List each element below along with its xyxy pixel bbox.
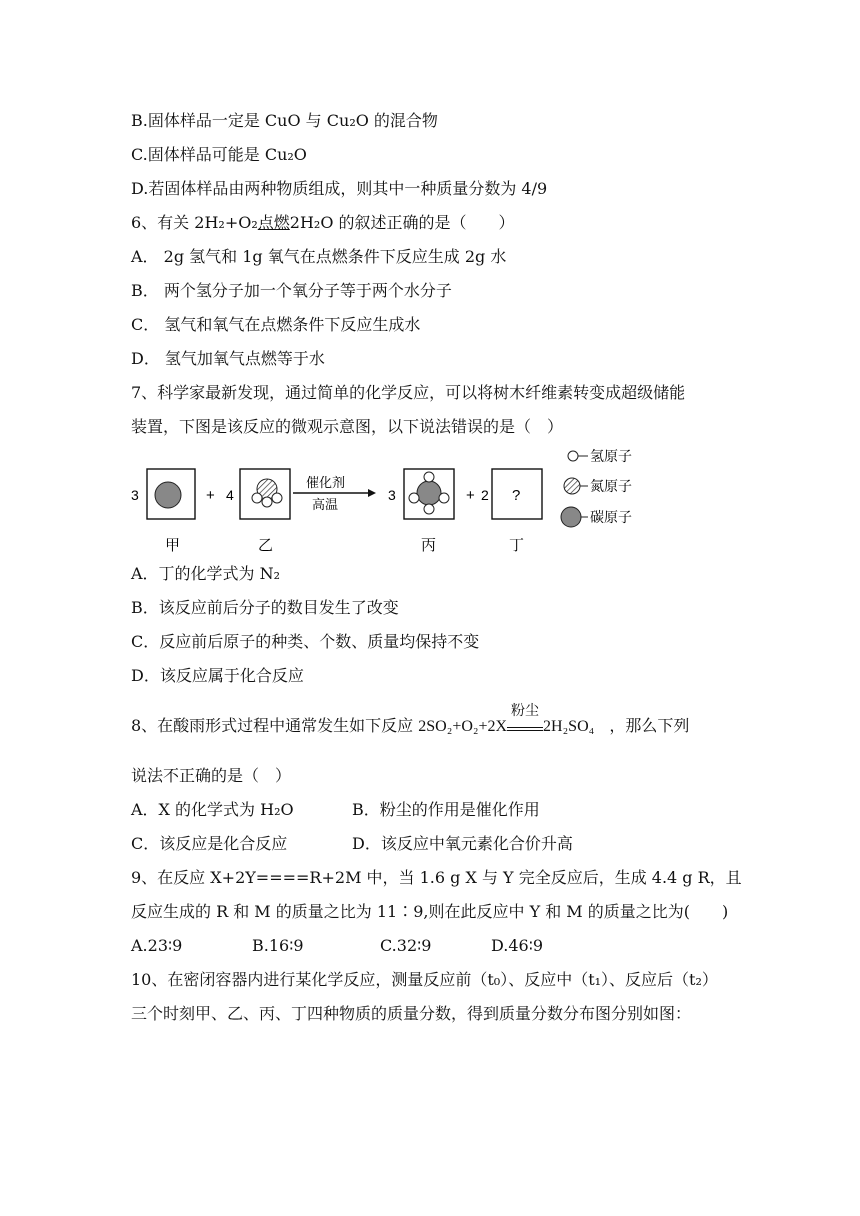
q6-option-c: C． 氢气和氧气在点燃条件下反应生成水 bbox=[131, 315, 421, 334]
q6-stem-condition: 点燃 bbox=[257, 213, 290, 232]
q8-equation bbox=[418, 704, 595, 737]
q8-eq-sign bbox=[507, 704, 543, 731]
q9-stem-line2: 反应生成的 R 和 M 的质量之比为 11∶9,则在此反应中 Y 和 M 的质量之比为( ) bbox=[131, 902, 729, 921]
label-ding: 丁 bbox=[509, 537, 525, 554]
q5-option-c: C.固体样品可能是 Cu₂O bbox=[131, 145, 307, 164]
q7-option-b: B．该反应前后分子的数目发生了改变 bbox=[131, 598, 399, 617]
legend-carbon-icon bbox=[561, 507, 581, 527]
q7-stem-line1: 7、科学家最新发现，通过简单的化学反应，可以将树木纤维素转变成超级储能 bbox=[131, 383, 686, 402]
q5-option-d: D.若固体样品由两种物质组成，则其中一种质量分数为 4/9 bbox=[131, 179, 548, 198]
q8-option-a: A．X 的化学式为 H₂O bbox=[131, 800, 294, 819]
carbon-atom bbox=[417, 481, 441, 505]
q9-option-d: D.46∶9 bbox=[491, 936, 544, 955]
q8-stem-post: ，那么下列 bbox=[609, 716, 690, 735]
hydrogen-atom bbox=[424, 504, 434, 514]
q7-reaction-diagram bbox=[120, 440, 660, 558]
coef-jia: 3 bbox=[131, 487, 139, 503]
q8-option-b: B．粉尘的作用是催化作用 bbox=[352, 800, 540, 819]
arrow-condition-top: 催化剂 bbox=[306, 475, 346, 490]
reaction-arrow-head bbox=[368, 489, 376, 497]
q8-stem-line2: 说法不正确的是（ ） bbox=[131, 766, 292, 785]
q8-eq-right: 2H₂SO₄ bbox=[543, 718, 595, 735]
q6-stem-pre: 6、有关 2H₂+O₂ bbox=[131, 213, 258, 232]
legend-nitrogen-label: 氮原子 bbox=[590, 478, 632, 494]
hydrogen-atom bbox=[424, 472, 434, 482]
hydrogen-atom bbox=[409, 493, 419, 503]
unknown-mark: ? bbox=[512, 487, 521, 504]
q9-option-a: A.23∶9 bbox=[131, 936, 183, 955]
legend-carbon-label: 碳原子 bbox=[590, 509, 632, 525]
q7-stem-line2: 装置，下图是该反应的微观示意图，以下说法错误的是（ ） bbox=[131, 417, 564, 436]
q6-stem-post: 2H₂O 的叙述正确的是（ ） bbox=[289, 213, 515, 232]
q6-option-b: B． 两个氢分子加一个氧分子等于两个水分子 bbox=[131, 281, 452, 300]
legend-nitrogen-icon bbox=[564, 478, 580, 494]
plus-1: + bbox=[206, 487, 215, 504]
q7-option-a: A．丁的化学式为 N₂ bbox=[131, 564, 281, 583]
carbon-atom bbox=[155, 482, 181, 508]
q8-eq-left: 2SO₂+O₂+2X bbox=[418, 718, 508, 735]
plus-2: + bbox=[466, 487, 475, 504]
hydrogen-atom bbox=[439, 493, 449, 503]
q7-option-c: C．反应前后原子的种类、个数、质量均保持不变 bbox=[131, 632, 480, 651]
q6-option-a: A． 2g 氢气和 1g 氧气在点燃条件下反应生成 2g 水 bbox=[131, 247, 507, 266]
hydrogen-atom bbox=[252, 493, 262, 503]
q5-option-b: B.固体样品一定是 CuO 与 Cu₂O 的混合物 bbox=[131, 111, 438, 130]
legend-hydrogen-icon bbox=[568, 451, 578, 461]
hydrogen-atom bbox=[272, 493, 282, 503]
arrow-condition-bottom: 高温 bbox=[312, 497, 339, 512]
q10-stem-line2: 三个时刻甲、乙、丙、丁四种物质的质量分数，得到质量分数分布图分别如图： bbox=[131, 1004, 692, 1023]
label-yi: 乙 bbox=[258, 537, 274, 554]
q9-option-b: B.16∶9 bbox=[252, 936, 304, 955]
q10-stem-line1: 10、在密闭容器内进行某化学反应，测量反应前（t₀）、反应中（t₁）、反应后（t₂） bbox=[131, 970, 718, 989]
coef-bing: 3 bbox=[388, 487, 396, 503]
q6-option-d: D． 氢气加氧气点燃等于水 bbox=[131, 349, 325, 368]
q8-option-d: D．该反应中氧元素化合价升高 bbox=[352, 834, 573, 853]
q8-stem-pre: 8、在酸雨形式过程中通常发生如下反应 bbox=[131, 716, 414, 735]
q8-option-c: C．该反应是化合反应 bbox=[131, 834, 288, 853]
q7-option-d: D．该反应属于化合反应 bbox=[131, 666, 304, 685]
q9-stem-line1: 9、在反应 X+2Y====R+2M 中，当 1.6 g X 与 Y 完全反应后，生成 4.4 g R，且 bbox=[131, 868, 742, 887]
coef-yi: 4 bbox=[226, 487, 234, 503]
q8-stem-line1 bbox=[131, 704, 690, 737]
q6-stem bbox=[131, 213, 515, 233]
label-jia: 甲 bbox=[165, 537, 181, 554]
q8-eq-condition: 粉尘 bbox=[511, 704, 540, 719]
legend-hydrogen-label: 氢原子 bbox=[590, 448, 632, 464]
hydrogen-atom bbox=[262, 497, 272, 507]
label-bing: 丙 bbox=[421, 537, 437, 554]
q9-option-c: C.32∶9 bbox=[380, 936, 432, 955]
coef-ding: 2 bbox=[481, 487, 489, 503]
